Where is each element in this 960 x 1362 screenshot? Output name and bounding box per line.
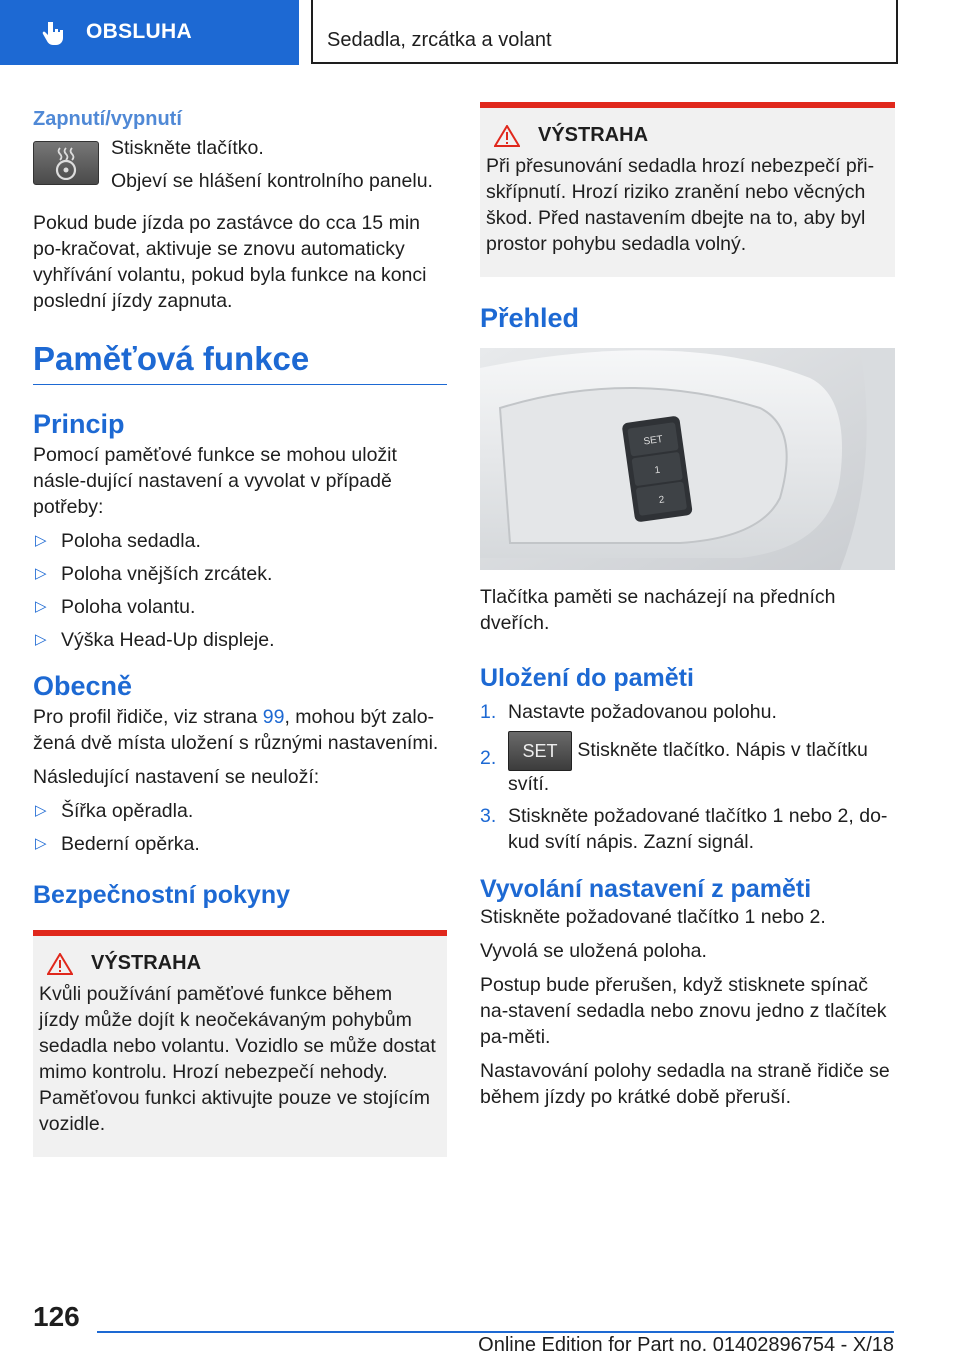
steering-heat-button-icon xyxy=(33,141,99,185)
warning-triangle-icon xyxy=(47,953,73,975)
right-column xyxy=(480,102,895,1110)
list-item: ▷ Poloha vnějších zrcátek. xyxy=(35,563,273,585)
recall-paragraph-4: Nastavování polohy sedadla na straně řidiče se během jízdy po krátké době přeruší. xyxy=(480,1060,890,1108)
photo-button-2-label: 2 xyxy=(658,494,666,507)
not-saved-paragraph: Následující nastavení se neuloží: xyxy=(33,766,320,788)
triangle-bullet-icon: ▷ xyxy=(35,835,47,852)
list-item: 3. Stiskněte požadované tlačítko 1 nebo 2, do-kud svítí nápis. Zazní signál. xyxy=(480,805,888,853)
principle-heading: Princip xyxy=(33,409,125,439)
principle-paragraph: Pomocí paměťové funkce se mohou uložit násle-dující nastavení a vyvolat v případě potřeby: xyxy=(33,444,397,518)
footer-edition: Online Edition for Part no. 01402896754 - X/18 xyxy=(478,1334,894,1356)
list-item: ▷ Šířka opěradla. xyxy=(35,800,194,822)
triangle-bullet-icon: ▷ xyxy=(35,802,47,819)
triangle-bullet-icon: ▷ xyxy=(35,631,47,648)
set-button-icon: SET xyxy=(508,731,572,771)
warning-text: Při přesunování sedadla hrozí nebezpečí při-skřípnutí. Hrozí riziko zranění nebo věcných škod. Před nastavením dbejte na to, aby byl prostor pohybu sedadla volný. xyxy=(486,155,875,255)
warning-text: Kvůli používání paměťové funkce během jízdy může dojít k neočekávaným pohybům sedadla nebo volantu. Vozidlo se může dostat mimo kontrolu. Hrozí nebezpečí nehody. Paměťovou funkci aktivujte pouze ve stojícím vozidle. xyxy=(39,983,436,1135)
safety-heading: Bezpečnostní pokyny xyxy=(33,881,290,909)
warning-title: VÝSTRAHA xyxy=(494,124,885,147)
list-item: 2. SET Stiskněte tlačítko. Nápis v tlačítku svítí. xyxy=(480,731,895,797)
onoff-heading: Zapnutí/vypnutí xyxy=(33,108,182,130)
warning-box xyxy=(480,102,895,277)
onoff-instruction xyxy=(33,137,447,194)
triangle-bullet-icon: ▷ xyxy=(35,598,47,615)
recall-paragraph-3: Postup bude přerušen, když stisknete spínač na-stavení sedadla nebo znovu jedno z tlačítek pa-měti. xyxy=(480,974,887,1048)
save-heading: Uložení do paměti xyxy=(480,664,694,692)
hand-pointer-icon xyxy=(38,18,68,48)
chapter-title: Sedadla, zrcátka a volant xyxy=(327,29,552,51)
save-steps xyxy=(480,699,895,855)
recall-paragraph-1: Stiskněte požadované tlačítko 1 nebo 2. xyxy=(480,906,826,928)
list-item: ▷ Bederní opěrka. xyxy=(35,833,200,855)
onoff-paragraph: Pokud bude jízda po zastávce do cca 15 min po-kračovat, aktivuje se znovu automaticky vyhřívání volantu, pokud byla funkce na konci poslední jízdy zapnuta. xyxy=(33,212,427,312)
triangle-bullet-icon: ▷ xyxy=(35,565,47,582)
photo-caption: Tlačítka paměti se nacházejí na předních dveřích. xyxy=(480,586,836,634)
warning-title: VÝSTRAHA xyxy=(47,952,437,975)
overview-heading: Přehled xyxy=(480,303,580,333)
photo-button-1-label: 1 xyxy=(653,464,661,477)
left-column xyxy=(33,100,447,1157)
general-heading: Obecně xyxy=(33,671,133,701)
section-tab xyxy=(0,0,299,65)
recall-heading: Vyvolání nastavení z paměti xyxy=(480,875,812,903)
warning-box xyxy=(33,930,447,1157)
chapter-header xyxy=(311,0,898,64)
general-paragraph: Pro profil řidiče, viz strana 99, mohou být zalo-žená dvě místa uložení s různými nastaveními. xyxy=(33,706,439,754)
footer-divider xyxy=(97,1331,894,1333)
triangle-bullet-icon: ▷ xyxy=(35,532,47,549)
list-item: ▷ Poloha sedadla. xyxy=(35,530,201,552)
page-reference-link[interactable]: 99 xyxy=(262,706,285,728)
page-number: 126 xyxy=(33,1301,80,1332)
onoff-step-2: Objeví se hlášení kontrolního panelu. xyxy=(111,170,433,192)
not-saved-list xyxy=(33,798,447,857)
onoff-step-1: Stiskněte tlačítko. xyxy=(111,137,264,159)
list-item: 1. Nastavte požadovanou polohu. xyxy=(480,701,777,723)
principle-list xyxy=(33,528,447,653)
section-label: OBSLUHA xyxy=(86,20,192,43)
door-memory-buttons-photo xyxy=(480,348,895,570)
warning-triangle-icon xyxy=(494,125,520,147)
memory-function-heading: Paměťová funkce xyxy=(33,340,447,385)
list-item: ▷ Poloha volantu. xyxy=(35,596,196,618)
steering-wheel-heat-icon xyxy=(48,146,84,180)
photo-button-set-label: SET xyxy=(642,433,664,448)
list-item: ▷ Výška Head-Up displeje. xyxy=(35,629,275,651)
recall-paragraph-2: Vyvolá se uložená poloha. xyxy=(480,940,707,962)
